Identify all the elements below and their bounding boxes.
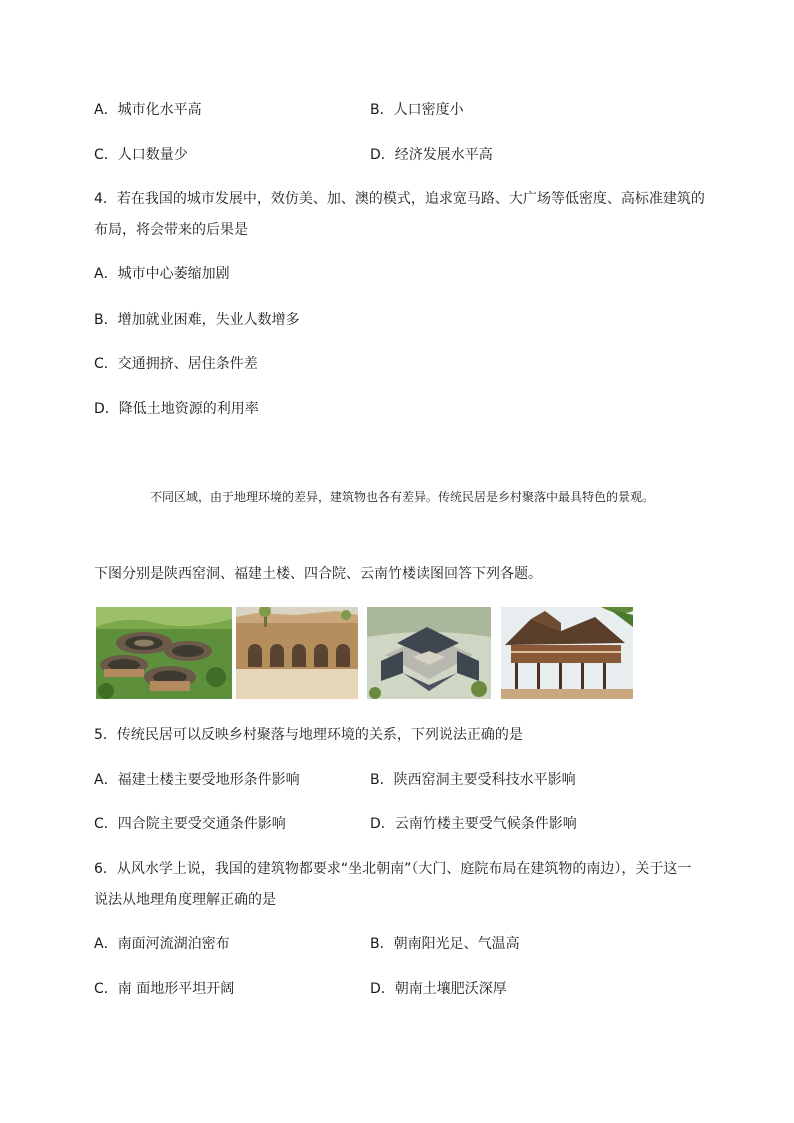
q6-option-d: D．朝南土壤肥沃深厚: [370, 981, 507, 997]
q5-stem: 5．传统民居可以反映乡村聚落与地理环境的关系，下列说法正确的是: [94, 727, 523, 743]
figure-intro: 下图分别是陕西窑洞、福建土楼、四合院、云南竹楼读图回答下列各题。: [94, 566, 542, 582]
q4-option-c: C．交通拥挤、居住条件差: [94, 356, 258, 372]
q4-option-a: A．城市中心萎缩加剧: [94, 266, 230, 282]
q3-option-a: A．城市化水平高: [94, 102, 202, 118]
q4-stem-line2: 布局，将会带来的后果是: [94, 222, 248, 238]
q3-option-c: C．人口数量少: [94, 147, 188, 163]
reading-passage: [94, 482, 700, 512]
q6-stem-line1: 6．从风水学上说，我国的建筑物都要求“坐北朝南”（大门、庭院布局在建筑物的南边），关于这一: [94, 861, 692, 877]
q4-stem-line1: 4．若在我国的城市发展中，效仿美、加、澳的模式，追求宽马路、大广场等低密度、高标准建筑的: [94, 191, 705, 207]
q5-option-d: D．云南竹楼主要受气候条件影响: [370, 816, 577, 832]
bamboo-house-photo: [501, 607, 633, 699]
q6-option-a: A．南面河流湖泊密布: [94, 936, 230, 952]
q3-option-d: D．经济发展水平高: [370, 147, 493, 163]
q4-option-d: D．降低土地资源的利用率: [94, 401, 259, 417]
passage-text: 不同区域，由于地理环境的差异，建筑物也各有差异。传统民居是乡村聚落中最具特色的景观。: [150, 490, 655, 504]
cave-dwelling-photo: [236, 607, 358, 699]
dwellings-photo-strip: [96, 607, 636, 699]
q6-option-b: B．朝南阳光足、气温高: [370, 936, 520, 952]
q6-stem-line2: 说法从地理角度理解正确的是: [94, 892, 276, 908]
siheyuan-photo: [367, 607, 491, 699]
q5-option-a: A．福建土楼主要受地形条件影响: [94, 772, 300, 788]
q6-option-c: C．南 面地形平坦开阔: [94, 981, 235, 997]
q5-option-b: B．陕西窑洞主要受科技水平影响: [370, 772, 576, 788]
q3-option-b: B．人口密度小: [370, 102, 464, 118]
q4-option-b: B．增加就业困难，失业人数增多: [94, 312, 300, 328]
tulou-photo: [96, 607, 232, 699]
q5-option-c: C．四合院主要受交通条件影响: [94, 816, 286, 832]
